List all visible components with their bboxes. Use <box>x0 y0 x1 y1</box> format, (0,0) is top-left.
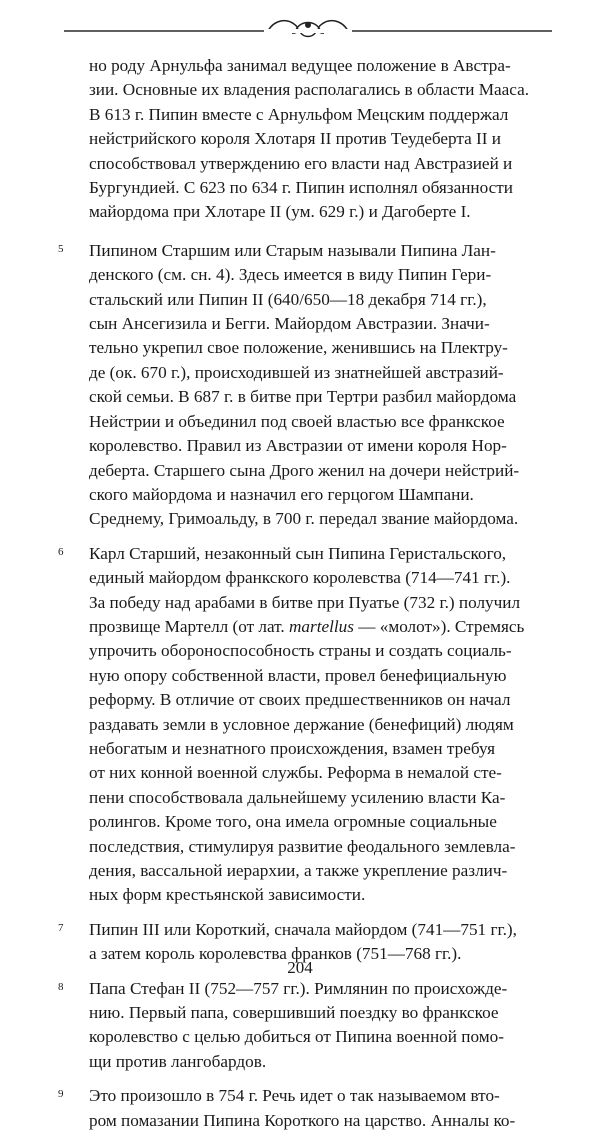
text-line: зии. Основные их владения располагались в области Мааса. <box>89 80 530 100</box>
text-line: нию. Первый папа, совершивший поездку во франкское <box>89 1003 499 1023</box>
text-line: способствовал утверждению его власти над Австразией и <box>89 153 513 173</box>
text-line: стальский или Пипин II (640/650—18 декабря 714 гг.), <box>89 289 487 309</box>
text-line: Среднему, Гримоальду, в 700 г. передал звание майордома. <box>89 509 519 529</box>
text-line: денского (см. сн. 4). Здесь имеется в виду Пипин Гери- <box>89 265 492 285</box>
text-line: небогатым и незнатного происхождения, взамен требуя <box>89 738 496 758</box>
text-line: Нейстрии и объединил под своей властью все франкское <box>89 411 505 431</box>
text-line: нейстрийского короля Хлотаря II против Теудеберта II и <box>89 129 501 149</box>
footnote <box>56 977 564 1075</box>
text-line: дения, вассальной иерархии, а также укрепление различ- <box>89 861 508 880</box>
footnote-text <box>89 977 564 1075</box>
text-line: Карл Старший, незаконный сын Пипина Геристальского, <box>89 543 507 563</box>
text-line: За победу над арабами в битве при Пуатье (732 г.) получил <box>89 592 521 612</box>
footnote <box>56 1084 564 1133</box>
text-line: ную опору собственной власти, провел бенефициальную <box>89 665 507 685</box>
text-line: сын Ансегизила и Бегги. Майордом Австразии. Значи- <box>89 314 490 334</box>
text-line: ского майордома и назначил его герцогом Шампани. <box>89 484 474 504</box>
text-line: В 613 г. Пипин вместе с Арнульфом Мецским поддержал <box>89 104 509 124</box>
text-line: ролингов. Кроме того, она имела огромные социальные <box>89 812 497 832</box>
text-line: раздавать земли в условное держание (бенефиций) людям <box>89 714 514 734</box>
text-line: деберта. Старшего сына Дрого женил на дочери нейстрий- <box>89 460 520 480</box>
footnote-text <box>89 1084 564 1133</box>
text-line: ской семьи. В 687 г. в битве при Тертри разбил майордома <box>89 387 517 407</box>
footnote-number: 5 <box>58 242 64 255</box>
text-line: майордома при Хлотаре II (ум. 629 г.) и Дагоберте I. <box>89 202 471 222</box>
footnote-text <box>89 542 564 908</box>
footnote-number: 8 <box>58 980 64 993</box>
text-line: единый майордом франкского королевства (714—741 гг.). <box>89 568 511 588</box>
text-line: последствия, стимулируя развитие феодального землевла- <box>89 836 516 856</box>
text-line: де (ок. 670 г.), происходившей из знатнейшей австразий- <box>89 362 504 382</box>
text-line: реформу. В отличие от своих предшественников он начал <box>89 690 511 710</box>
text-line: пени способствовала дальнейшему усилению власти Ка- <box>89 787 506 807</box>
footnote <box>56 54 564 225</box>
text-line: ром помазании Пипина Короткого на царство. Анналы ко- <box>89 1110 516 1130</box>
footnote-number: 9 <box>58 1088 64 1101</box>
footnote-text <box>89 239 564 532</box>
text-line: королевство с целью добиться от Пипина военной помо- <box>89 1027 504 1047</box>
text-line: Папа Стефан II (752—757 гг.). Римлянин по происхожде- <box>89 978 508 998</box>
footnote-text <box>89 54 564 225</box>
text-line: Бургундией. С 623 по 634 г. Пипин исполнял обязанности <box>89 178 513 198</box>
text-line: от них конной военной службы. Реформа в немалой сте- <box>89 763 502 783</box>
text-line: упрочить обороноспособность страны и создать социаль- <box>89 641 512 661</box>
text-line: ных форм крестьянской зависимости. <box>89 885 366 905</box>
footnote-number: 6 <box>58 545 64 558</box>
text-line: щи против лангобардов. <box>89 1051 267 1071</box>
footnote-number: 7 <box>58 921 64 934</box>
text-line: Пипин III или Короткий, сначала майордом (741—751 гг.), <box>89 919 517 939</box>
text-line: Это произошло в 754 г. Речь идет о так называемом вто- <box>89 1086 500 1106</box>
text-line: Пипином Старшим или Старым называли Пипина Лан- <box>89 240 496 260</box>
text-line: тельно укрепил свое положение, женившись на Плектру- <box>89 338 508 358</box>
page-number: 204 <box>287 958 313 977</box>
text-line: королевство. Правил из Австразии от имени короля Нор- <box>89 436 507 456</box>
footnotes-list <box>56 54 564 1143</box>
text-line: прозвище Мартелл (от лат. martellus — «молот»). Стремясь <box>89 616 525 636</box>
text-line: а затем король королевства франков (751—768 гг.). <box>89 944 462 964</box>
footnote <box>56 239 564 532</box>
text-line: но роду Арнульфа занимал ведущее положение в Австра- <box>89 56 511 75</box>
ornament-divider <box>64 14 552 40</box>
footnote <box>56 542 564 908</box>
